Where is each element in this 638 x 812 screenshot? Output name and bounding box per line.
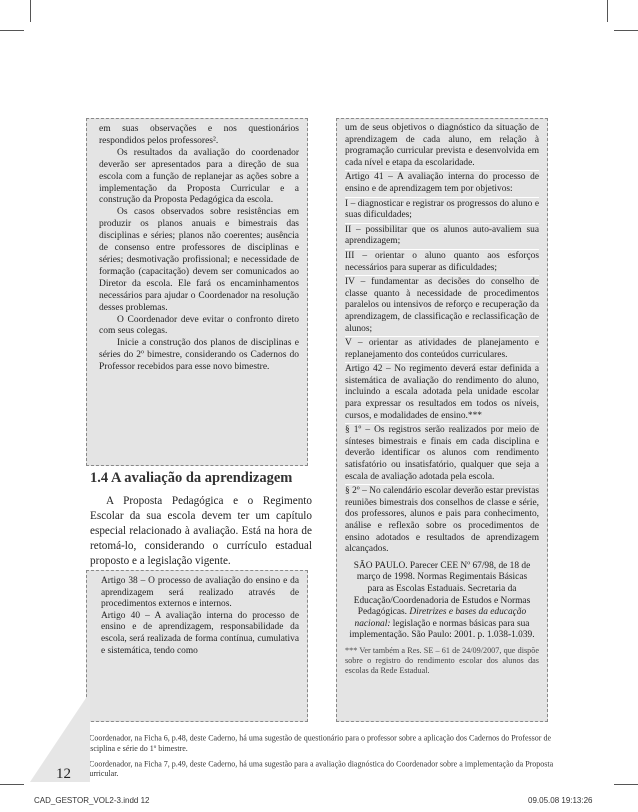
- print-slug-datetime: 09.05.08 19:13:26: [528, 796, 593, 805]
- paragraph-2: § 2º – No calendário escolar deverão estar previstas reuniões bimestrais dos conselhos de classe e série, dos professores, alunos e pais para conhecimento, análise e reflexão sobre os procedimentos de ensino adotados e resultados de aprendizagem alcançados.: [345, 486, 539, 555]
- objective-item: II – possibilitar que os alunos auto-avaliem sua aprendizagem;: [345, 224, 539, 247]
- footnote-note: *** Ver também a Res. SE – 61 de 24/09/2007, que dispõe sobre o registro do rendimento escolar dos alunos das escolas da Rede Estadual.: [345, 645, 539, 675]
- legislation-box-continued: [336, 118, 548, 722]
- footnote-mark: 2: [84, 733, 87, 739]
- section-intro: [90, 494, 312, 569]
- objective-item: I – diagnosticar e registrar os progressos do aluno e suas dificuldades;: [345, 198, 539, 221]
- crop-mark: [0, 784, 24, 785]
- crop-mark: [614, 30, 638, 31]
- crop-mark: [0, 30, 24, 31]
- left-box-paragraph: Os casos observados sobre resistências em produzir os planos anuais e bimestrais das disciplinas e séries; planos não coerentes; ausência de consenso entre professores de disciplinas e séries; desmotivação profissional; e necessidade de formação (capacitação) devem ser comunicados ao Diretor da escola. Ele fará os encaminhamentos necessários para ajudar o Coordenador na resolução desses problemas.: [99, 207, 299, 313]
- article-40: Artigo 40 – A avaliação interna do processo de ensino e de aprendizagem, responsabilidade da escola, será realizada de forma contínua, cumulativa e sistemática, tendo como: [101, 610, 299, 656]
- section-heading: 1.4 A avaliação da aprendizagem: [90, 470, 293, 486]
- article-42: Artigo 42 – No regimento deverá estar definida a sistemática de avaliação do rendimento do aluno, incluindo a escala adotada pela unidade escolar para expressar os resultados em todos os níveis, cursos, e modalidades de ensino.***: [345, 364, 539, 421]
- footnote: [84, 731, 554, 754]
- objective-item: V – orientar as atividades de planejamento e replanejamento dos conteúdos curriculares.: [345, 338, 539, 360]
- legislation-box-start: [86, 570, 308, 722]
- left-box-paragraph: Inicie a construção dos planos de disciplinas e séries do 2º bimestre, considerando os Cadernos do Professor recebidos para esse novo bimestre.: [99, 338, 299, 373]
- left-box-paragraph: Os resultados da avaliação do coordenador deverão ser apresentados para a direção de sua escola com a função de replanejar as ações sobre a implementação da Proposta Curricular e a construção da Proposta Pedagógica da escola.: [99, 147, 299, 206]
- objective-item: III – orientar o aluno quanto aos esforços necessários para superar as dificuldades;: [345, 250, 539, 273]
- print-slug-file: CAD_GESTOR_VOL2-3.indd 12: [34, 796, 150, 805]
- footnote-text: Coordenador, na Ficha 7, p.49, deste Caderno, há uma sugestão para a avaliação diagnóstica do Coordenador sobre a implementação da Proposta Curricular.: [84, 759, 554, 779]
- footnote-text: Coordenador, na Ficha 6, p.48, deste Caderno, há uma sugestão de questionário para o professor sobre a aplicação dos Cadernos do Professor de disciplina e série do 1º bimestre.: [84, 733, 551, 753]
- crop-mark: [30, 0, 31, 22]
- left-info-box: [86, 118, 308, 466]
- reference-citation: [345, 561, 539, 642]
- reference-text: SÃO PAULO. Parecer CEE Nº 67/98, de 18 de março de 1998. Normas Regimentais Básicas para as Escolas Estaduais. Secretaria da Educação/Coordenadoria de Estudos e Normas Pedagógicas.: [353, 560, 531, 618]
- footnote-mark: 3: [84, 758, 87, 765]
- right-box-paragraph: um de seus objetivos o diagnóstico da situação de aprendizagem de cada aluno, em relação à programação curricular prevista e desenvolvida em cada nível e etapa da escolaridade.: [345, 123, 539, 168]
- reference-text: legislação e normas básicas para sua implementação. São Paulo: 2001. p. 1.038-1.039.: [349, 618, 535, 641]
- article-38: Artigo 38 – O processo de avaliação do ensino e da aprendizagem será realizado através de procedimentos externos e internos.: [101, 576, 299, 610]
- page-number: 12: [56, 766, 71, 782]
- left-box-paragraph: O Coordenador deve evitar o confronto direto com seus colegas.: [99, 314, 299, 337]
- paragraph-1: § 1º – Os registros serão realizados por meio de sínteses bimestrais e finais em cada disciplina e deverão identificar os alunos com rendimento satisfatório ou insatisfatório, qualquer que seja a escala de avaliação adotada pela escola.: [345, 425, 539, 482]
- objective-item: IV – fundamentar as decisões do conselho de classe quanto à necessidade de procedimentos paralelos ou intensivos de reforço e recuperação da aprendizagem, de classificação e reclassificação de alunos;: [345, 277, 539, 334]
- intro-paragraph: A Proposta Pedagógica e o Regimento Escolar da sua escola devem ter um capítulo especial relacionado à avaliação. Está na hora de retomá-lo, considerando o currículo estadual proposto e a legislação vigente.: [90, 495, 312, 567]
- crop-mark: [614, 784, 638, 785]
- reference-title: Diretrizes e bases da educação nacional:: [354, 607, 527, 629]
- crop-mark: [607, 0, 608, 22]
- footnotes: [84, 731, 554, 782]
- left-box-paragraph: em suas observações e nos questionários respondidos pelos professores².: [99, 124, 299, 146]
- footnote: [84, 757, 554, 780]
- article-41: Artigo 41 – A avaliação interna do processo de ensino e de aprendizagem tem por objetivos:: [345, 172, 539, 194]
